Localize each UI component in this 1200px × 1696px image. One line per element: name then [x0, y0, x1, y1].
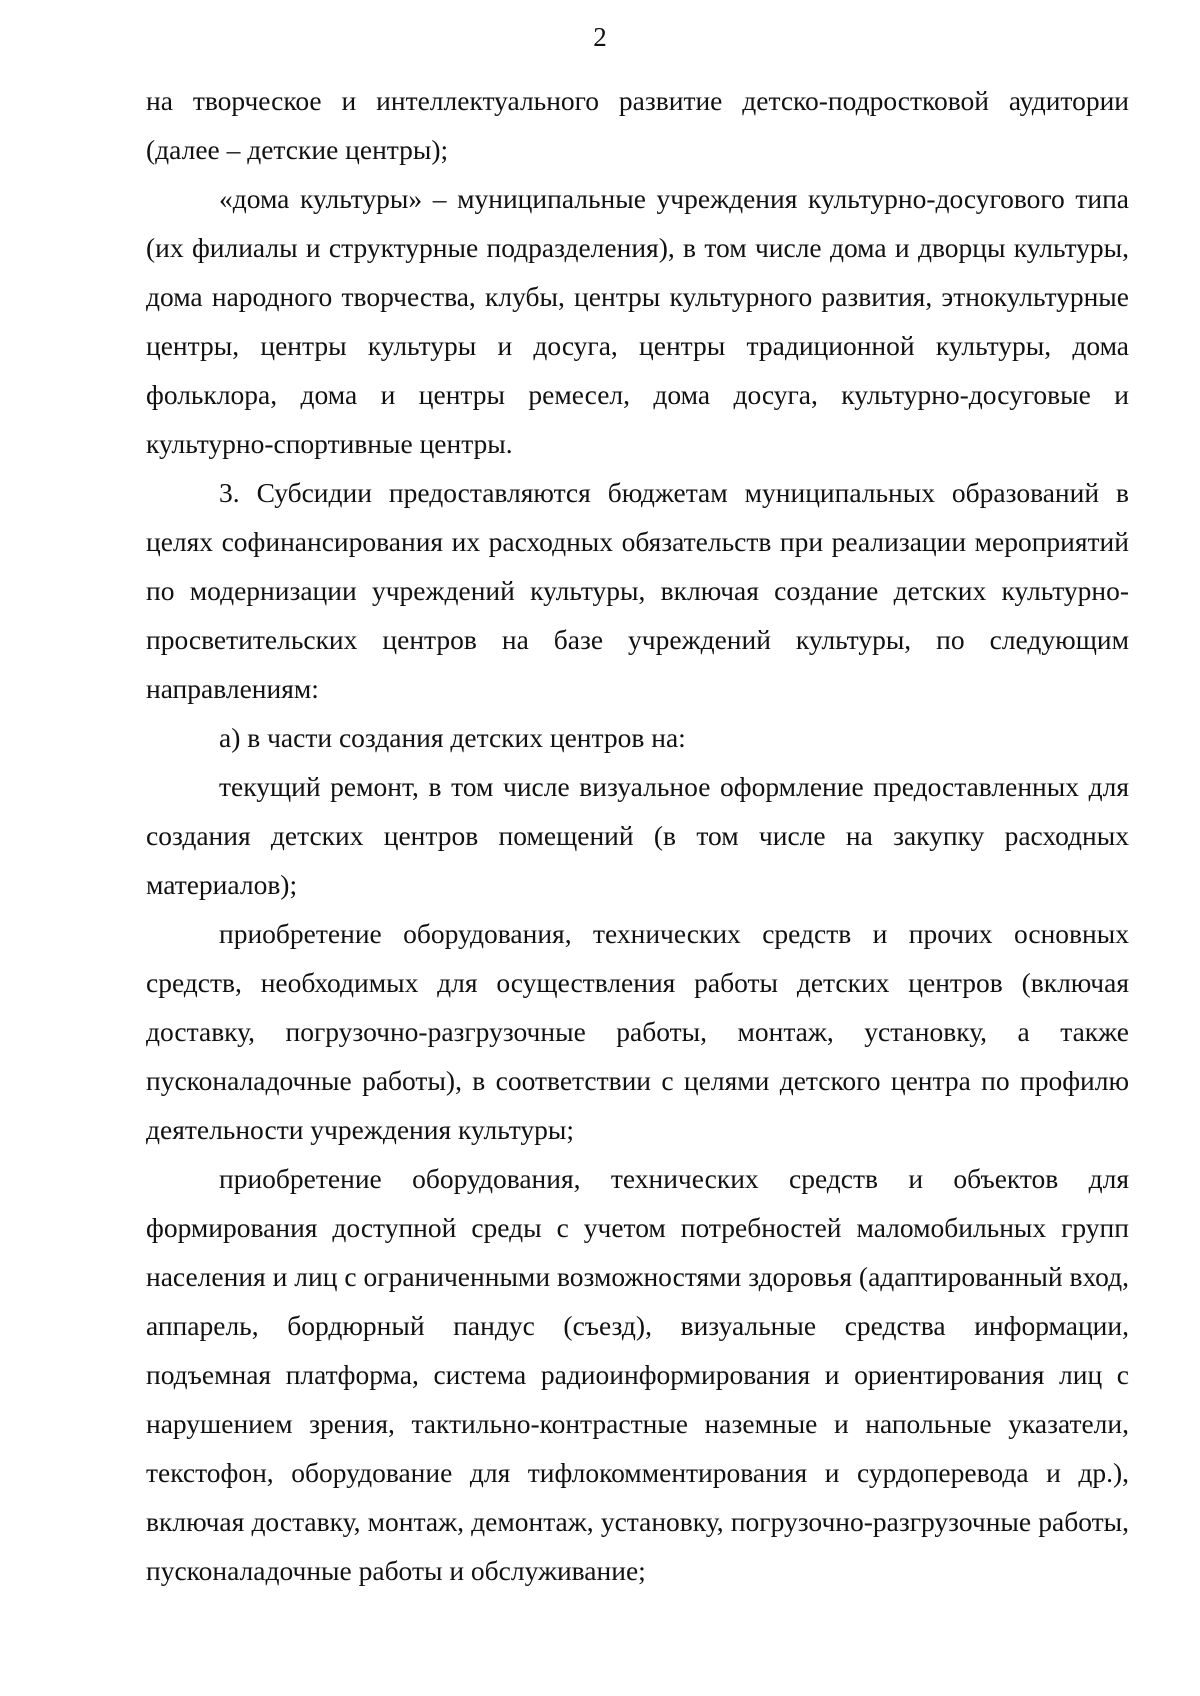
paragraph-subpoint-a: а) в части создания детских центров на: — [219, 722, 686, 753]
document-body — [146, 76, 1129, 1595]
paragraph-accessible-environment: приобретение оборудования, технических средств и объектов для формирования доступной среды с учетом потребностей маломобильных групп населения и лиц с ограниченными возможностями здоровья (адаптированный вход, аппарель, бордюрный пандус (съезд), визуальные средства информации, подъемная платформа, система радиоинформирования и ориентирования лиц с нарушением зрения, тактильно-контрастные наземные и напольные указатели, текстофон, оборудование для тифлокомментирования и сурдоперевода и др.), включая доставку, монтаж, демонтаж, установку, погрузочно-разгрузочные работы, пусконаладочные работы и обслуживание; — [146, 1163, 1129, 1586]
page-number: 2 — [593, 22, 607, 52]
paragraph-equipment-acquisition: приобретение оборудования, технических средств и прочих основных средств, необходимых для осуществления работы детских центров (включая доставку, погрузочно-разгрузочные работы, монтаж, установку, а также пусконаладочные работы), в соответствии с целями детского центра по профилю деятельности учреждения культуры; — [146, 918, 1129, 1145]
paragraph-children-centers-end: на творческое и интеллектуального развитие детско-подростковой аудитории (далее – детские центры); — [146, 85, 1129, 165]
paragraph-subsidies-point-3: 3. Субсидии предоставляются бюджетам муниципальных образований в целях софинансирования их расходных обязательств при реализации мероприятий по модернизации учреждений культуры, включая создание детских культурно-просветительских центров на базе учреждений культуры, по следующим направлениям: — [146, 477, 1129, 704]
paragraph-houses-of-culture-definition: «дома культуры» – муниципальные учреждения культурно-досугового типа (их филиалы и структурные подразделения), в том числе дома и дворцы культуры, дома народного творчества, клубы, центры культурного развития, этнокультурные центры, центры культуры и досуга, центры традиционной культуры, дома фольклора, дома и центры ремесел, дома досуга, культурно-досуговые и культурно-спортивные центры. — [146, 183, 1129, 459]
paragraph-current-repair: текущий ремонт, в том числе визуальное оформление предоставленных для создания детских центров помещений (в том числе на закупку расходных материалов); — [146, 771, 1129, 900]
